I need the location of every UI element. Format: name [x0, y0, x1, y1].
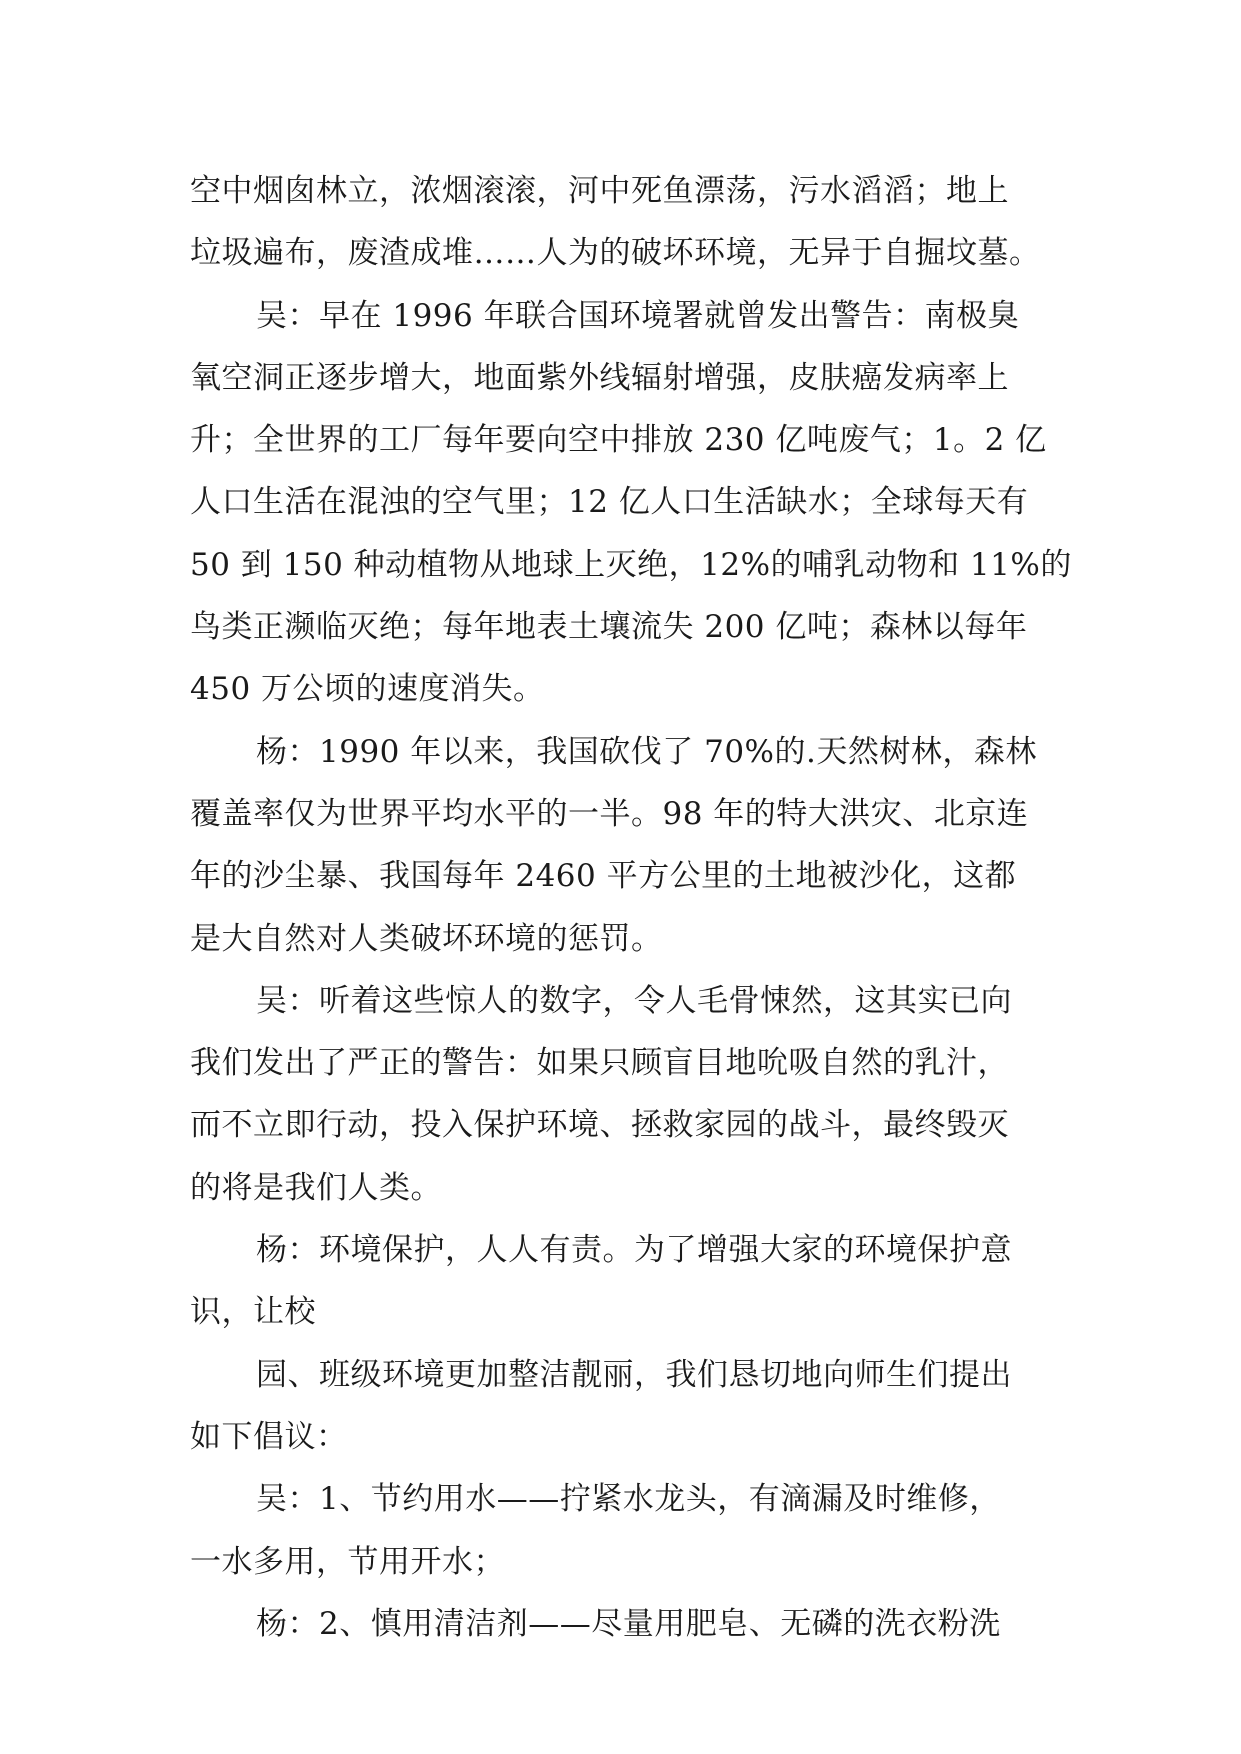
text-line: 一水多用，节用开水； [190, 1543, 505, 1580]
text-line: 如下倡议： [190, 1418, 348, 1455]
text-line: 而不立即行动，投入保护环境、拯救家园的战斗，最终毁灭 [190, 1107, 1009, 1144]
text-line: 升；全世界的工厂每年要向空中排放 230 亿吨废气；1。2 亿 [190, 422, 1047, 459]
text-line: 杨：环境保护，人人有责。为了增强大家的环境保护意 [256, 1232, 1012, 1269]
text-line: 园、班级环境更加整洁靓丽，我们恳切地向师生们提出 [256, 1356, 1012, 1393]
text-line: 吴：早在 1996 年联合国环境署就曾发出警告：南极臭 [256, 297, 1020, 334]
text-line: 450 万公顷的速度消失。 [190, 671, 545, 708]
text-line: 人口生活在混浊的空气里；12 亿人口生活缺水；全球每天有 [190, 484, 1029, 521]
text-line: 覆盖率仅为世界平均水平的一半。98 年的特大洪灾、北京连 [190, 795, 1029, 832]
text-line: 识，让校 [190, 1294, 316, 1331]
text-line: 我们发出了严正的警告：如果只顾盲目地吮吸自然的乳汁， [190, 1045, 1009, 1082]
text-line: 垃圾遍布，废渣成堆……人为的破坏环境，无异于自掘坟墓。 [190, 235, 1041, 272]
text-line: 空中烟囱林立，浓烟滚滚，河中死鱼漂荡，污水滔滔；地上 [190, 173, 1009, 209]
text-line: 50 到 150 种动植物从地球上灭绝，12%的哺乳动物和 11%的 [190, 546, 1072, 583]
document-body [190, 160, 1070, 1655]
text-line: 氧空洞正逐步增大，地面紫外线辐射增强，皮肤癌发病率上 [190, 359, 1009, 396]
text-line: 杨：1990 年以来，我国砍伐了 70%的.天然树林，森林 [256, 733, 1037, 770]
text-line: 鸟类正濒临灭绝；每年地表土壤流失 200 亿吨；森林以每年 [190, 609, 1028, 646]
text-line: 年的沙尘暴、我国每年 2460 平方公里的土地被沙化，这都 [190, 858, 1017, 895]
text-line: 是大自然对人类破坏环境的惩罚。 [190, 920, 663, 957]
text-line: 杨：2、慎用清洁剂——尽量用肥皂、无磷的洗衣粉洗 [256, 1605, 1001, 1642]
text-line: 吴：听着这些惊人的数字，令人毛骨悚然，这其实已向 [256, 982, 1012, 1019]
text-line: 吴：1、节约用水——拧紧水龙头，有滴漏及时维修， [256, 1481, 1001, 1518]
text-line: 的将是我们人类。 [190, 1169, 442, 1206]
